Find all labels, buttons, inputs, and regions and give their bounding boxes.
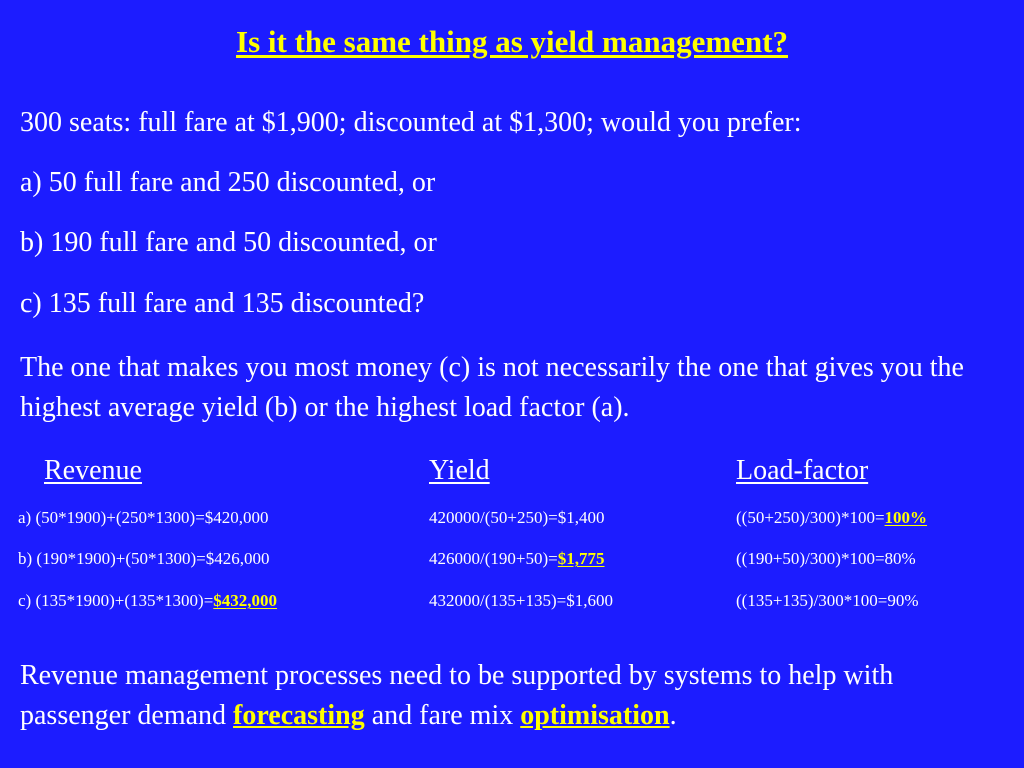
- row-b-revenue-text: b) (190*1900)+(50*1300)=$426,000: [18, 549, 270, 568]
- closing-before: Revenue management processes need to be supported by systems to help with passenger demand: [20, 660, 894, 731]
- row-a-load-highlight: 100%: [884, 508, 928, 527]
- row-a-yield: [429, 507, 604, 529]
- row-a-yield-text: 420000/(50+250)=$1,400: [429, 508, 605, 527]
- row-b-yield: [429, 548, 604, 570]
- closing-middle: and fare mix: [364, 700, 521, 731]
- closing-after: .: [669, 700, 677, 731]
- closing-optimisation: optimisation: [520, 700, 670, 731]
- row-b-yield-highlight: $1,775: [557, 549, 605, 568]
- row-b-revenue: [18, 548, 269, 570]
- row-c-load-text: ((135+135)/300*100=90%: [736, 591, 919, 610]
- yield-header: Yield: [429, 455, 490, 486]
- row-c-revenue: [18, 590, 277, 612]
- row-b-load: [736, 548, 916, 570]
- row-c-revenue-text: c) (135*1900)+(135*1300)=: [18, 591, 214, 610]
- row-c-yield: [429, 590, 613, 612]
- closing-text: [20, 656, 1010, 736]
- row-a-load: [736, 507, 927, 529]
- load-factor-header: Load-factor: [736, 455, 869, 486]
- option-b: b) 190 full fare and 50 discounted, or: [20, 227, 437, 258]
- row-c-revenue-highlight: $432,000: [213, 591, 278, 610]
- closing-forecasting: forecasting: [233, 700, 365, 731]
- row-b-yield-text: 426000/(190+50)=: [429, 549, 558, 568]
- revenue-header: Revenue: [44, 455, 142, 486]
- row-a-revenue: [18, 507, 269, 529]
- intro-text: 300 seats: full fare at $1,900; discounted at $1,300; would you prefer:: [20, 107, 802, 138]
- row-c-yield-text: 432000/(135+135)=$1,600: [429, 591, 613, 610]
- option-c: c) 135 full fare and 135 discounted?: [20, 288, 425, 319]
- row-a-revenue-text: a) (50*1900)+(250*1300)=$420,000: [18, 508, 269, 527]
- conclusion-text: The one that makes you most money (c) is not necessarily the one that gives you the highest average yield (b) or the highest load factor (a).: [20, 352, 964, 423]
- row-a-load-text: ((50+250)/300)*100=: [736, 508, 885, 527]
- row-b-load-text: ((190+50)/300)*100=80%: [736, 549, 916, 568]
- option-a: a) 50 full fare and 250 discounted, or: [20, 167, 436, 198]
- row-c-load: [736, 590, 919, 612]
- slide-title: Is it the same thing as yield management?: [236, 24, 788, 59]
